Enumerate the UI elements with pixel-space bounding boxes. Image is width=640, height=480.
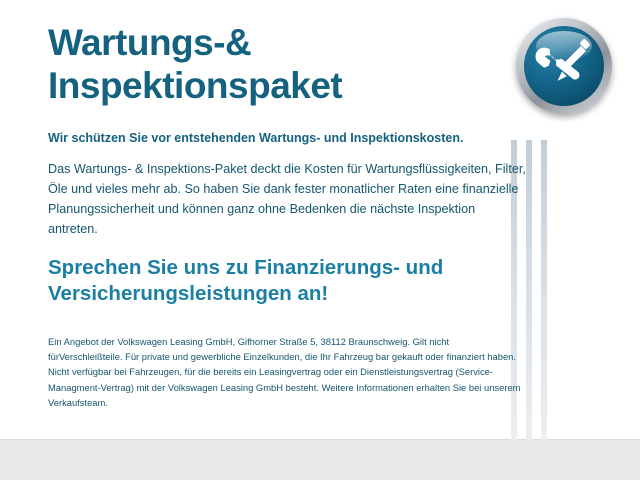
headline-line-2: Inspektionspaket: [48, 64, 343, 106]
page-title: [48, 22, 478, 108]
cta-line-1: Sprechen Sie uns zu Finanzierungs- und: [48, 256, 444, 279]
footer-band: [0, 439, 640, 480]
headline-line-1: Wartungs-&: [48, 22, 252, 63]
stripe-3: [541, 140, 547, 440]
legal-disclaimer: Ein Angebot der Volkswagen Leasing GmbH, Gifhorner Straße 5, 38112 Braunschweig. Gilt nicht fürVerschleißteile. Für private und gewerbliche Einzelkunden, die Ihr Fahrzeug bar gekauft oder finanziert haben. Nicht verfügbar bei Fahrzeugen, für die bereits ein Leasingvertrag oder ein Dienstleistungsvertrag (Service-Managment-Vertrag) mit der Volkswagen Leasing GmbH besteht. Weitere Informationen erhalten Sie bei unserem Verkaufsteam.: [48, 336, 521, 408]
body-paragraph: Das Wartungs- & Inspektions-Paket deckt die Kosten für Wartungsflüssigkeiten, Filter, Öle und vieles mehr ab. So haben Sie dank fester monatlicher Raten eine finanzielle Planungssicherheit und können ganz ohne Bedenken die nächste Inspektion antreten.: [48, 162, 526, 236]
cta-heading: [48, 255, 508, 307]
logo-inner-circle: [524, 26, 604, 106]
service-logo: [516, 18, 612, 114]
logo-gloss: [536, 31, 592, 61]
cta-line-2: Versicherungsleistungen an!: [48, 282, 329, 306]
lead-paragraph: Wir schützen Sie vor entstehenden Wartungs- und Inspektionskosten.: [48, 131, 464, 145]
